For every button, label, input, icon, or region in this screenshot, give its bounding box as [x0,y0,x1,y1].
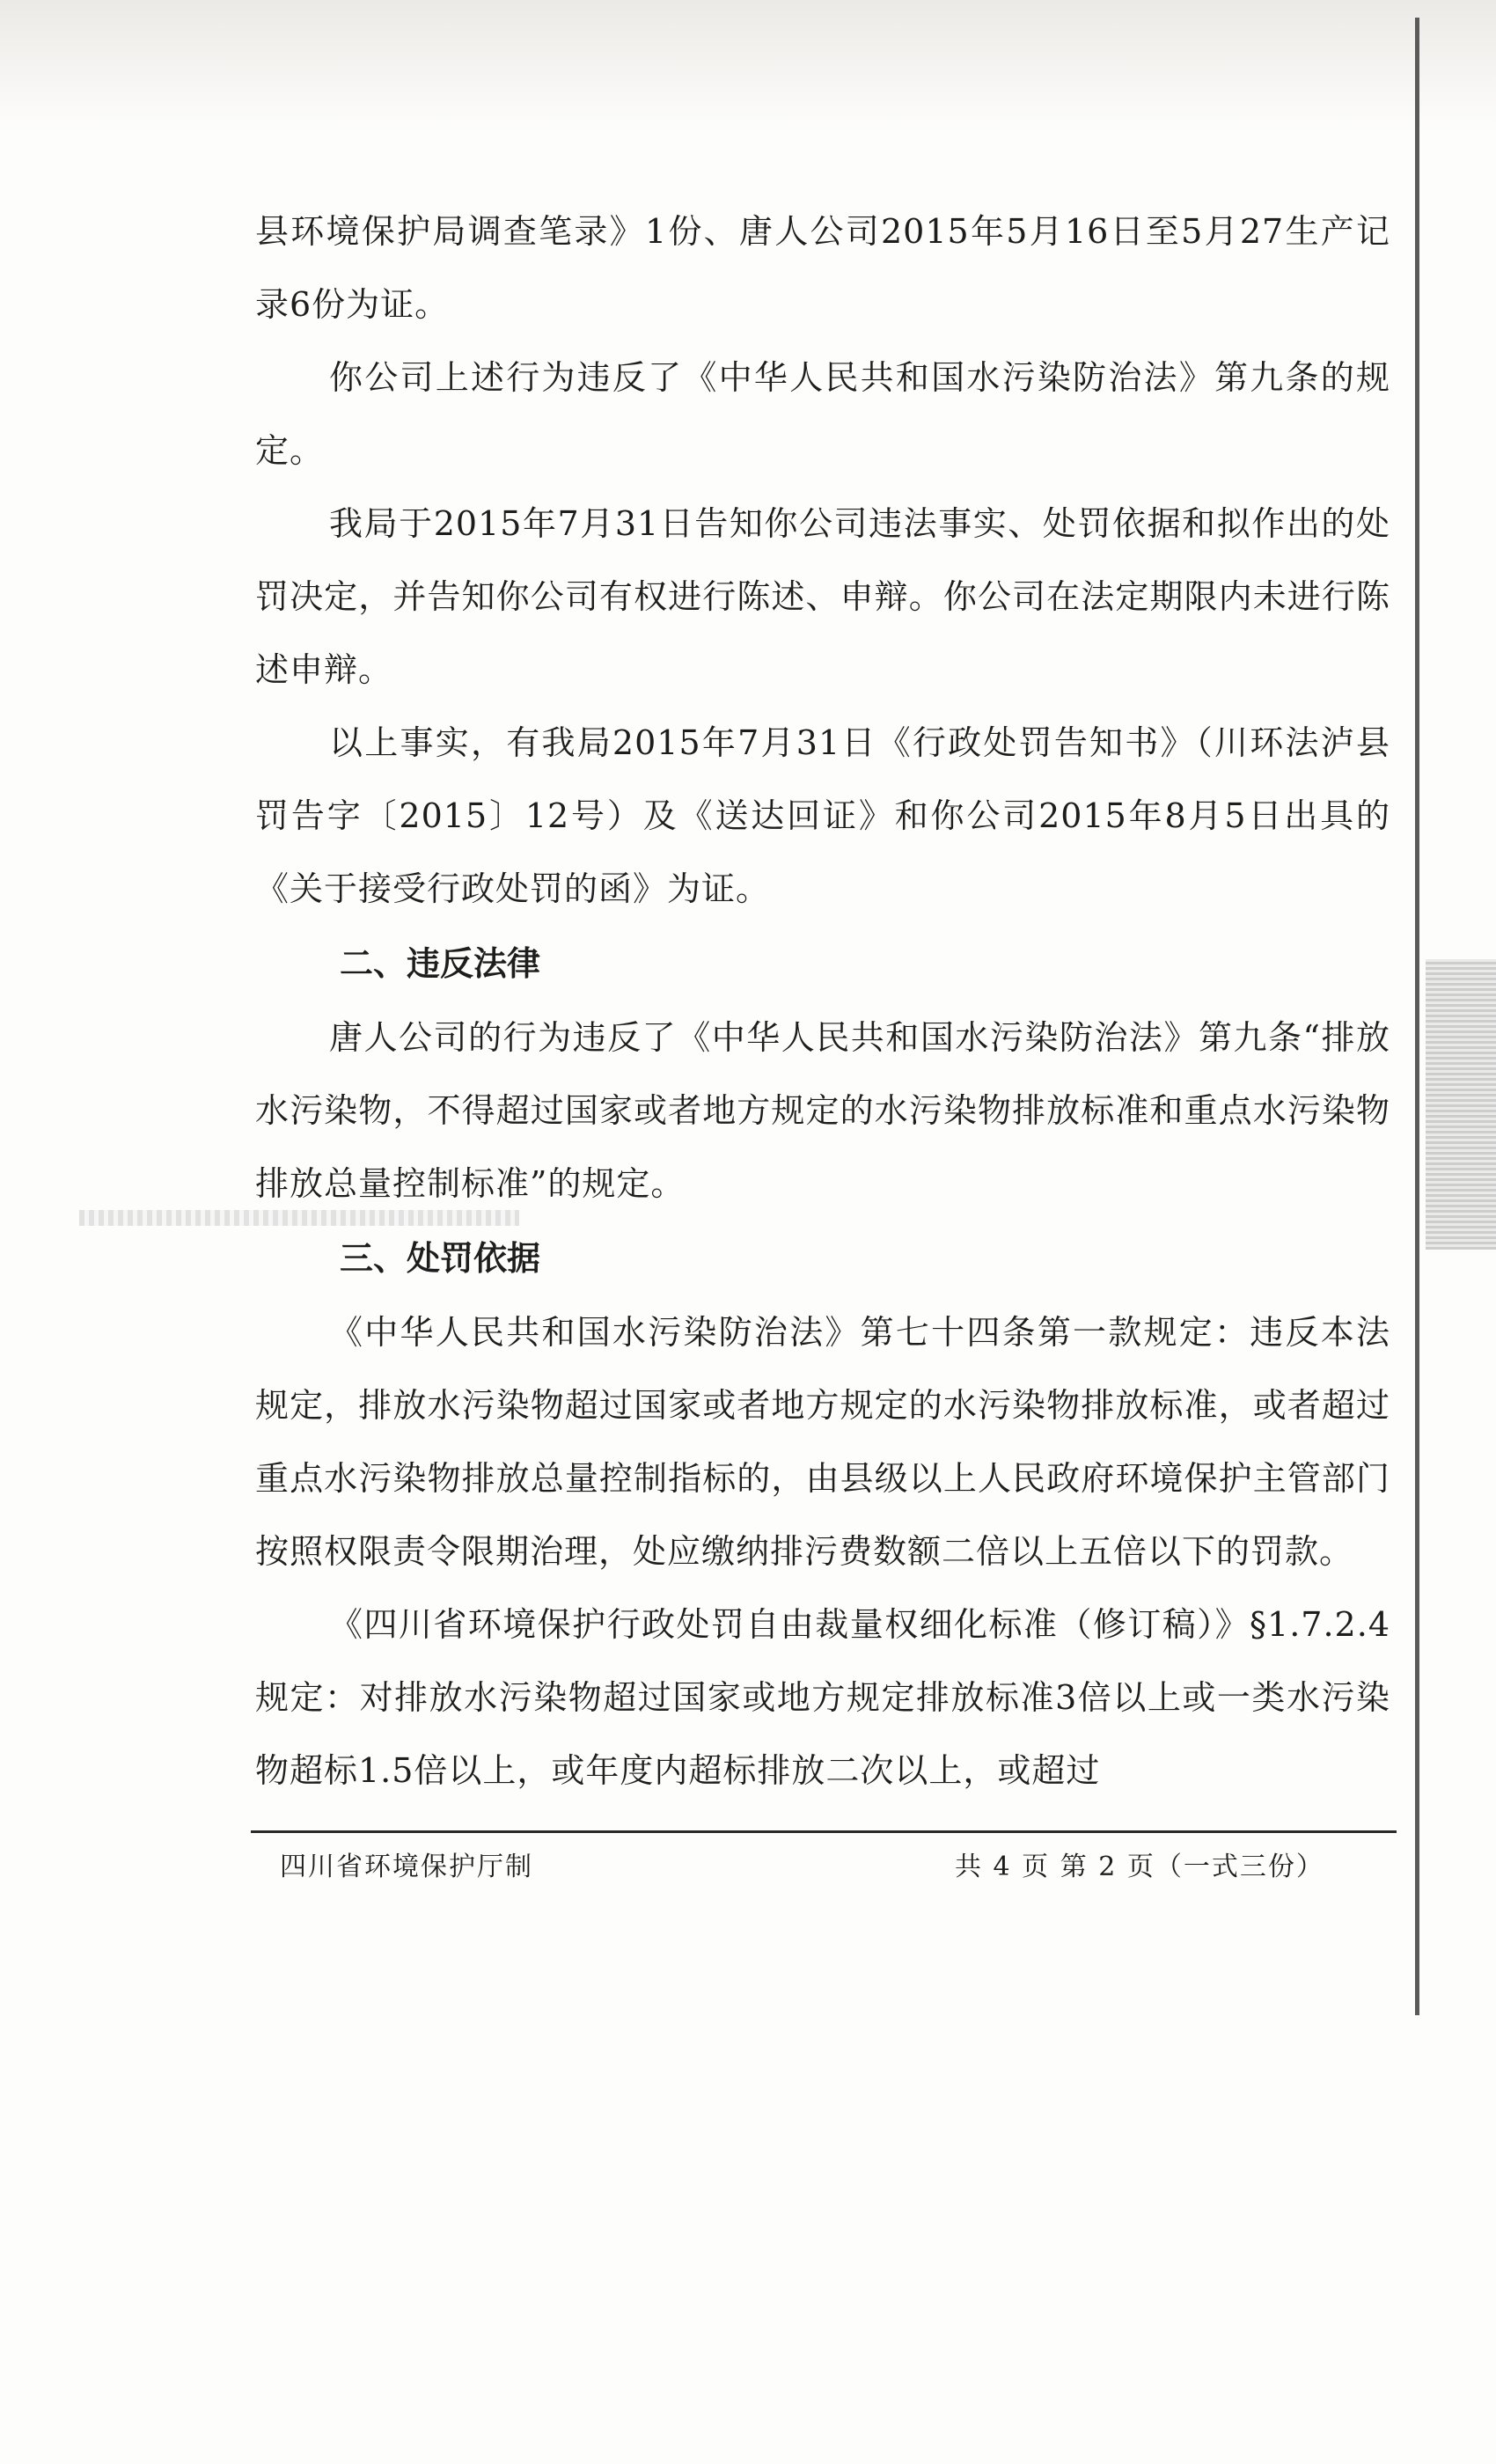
paragraph-penalty-law: 《中华人民共和国水污染防治法》第七十四条第一款规定：违反本法规定，排放水污染物超过国家或者地方规定的水污染物排放标准，或者超过重点水污染物排放总量控制指标的，由县级以上人民政府环境保护主管部门按照权限责令限期治理，处应缴纳排污费数额二倍以上五倍以下的罚款。 [255,1313,1390,1571]
section-heading-violated-law: 二、违反法律 [340,944,541,983]
paragraph-evidence-continued: 县环境保护局调查笔录》1份、唐人公司2015年5月16日至5月27生产记录6份为证。 [255,212,1390,324]
paragraph-facts: 以上事实，有我局2015年7月31日《行政处罚告知书》（川环法泸县罚告字〔2015〕12号）及《送达回证》和你公司2015年8月5日出具的《关于接受行政处罚的函》为证。 [255,723,1390,908]
footer-page-info: 共 4 页 第 2 页（一式三份） [955,1852,1324,1882]
footer-divider [251,1830,1397,1833]
paragraph-discretion-standard: 《四川省环境保护行政处罚自由裁量权细化标准（修订稿）》§1.7.2.4规定：对排放水污染物超过国家或地方规定排放标准3倍以上或一类水污染物超标1.5倍以上，或年度内超标排放二次以上，或超过 [255,1605,1390,1790]
footer-issuer: 四川省环境保护厅制 [280,1852,533,1882]
scan-smudge [1426,959,1496,1250]
paragraph-violated-law: 唐人公司的行为违反了《中华人民共和国水污染防治法》第九条“排放水污染物，不得超过国家或者地方规定的水污染物排放标准和重点水污染物排放总量控制标准”的规定。 [255,1018,1390,1203]
section-heading-penalty-basis: 三、处罚依据 [340,1239,541,1278]
paragraph-violation: 你公司上述行为违反了《中华人民共和国水污染防治法》第九条的规定。 [255,358,1390,470]
scan-shadow [0,0,1496,132]
document-body [255,195,1390,1808]
paragraph-notice: 我局于2015年7月31日告知你公司违法事实、处罚依据和拟作出的处罚决定，并告知你公司有权进行陈述、申辩。你公司在法定期限内未进行陈述申辩。 [255,504,1390,689]
scan-edge-line [1415,18,1419,2015]
